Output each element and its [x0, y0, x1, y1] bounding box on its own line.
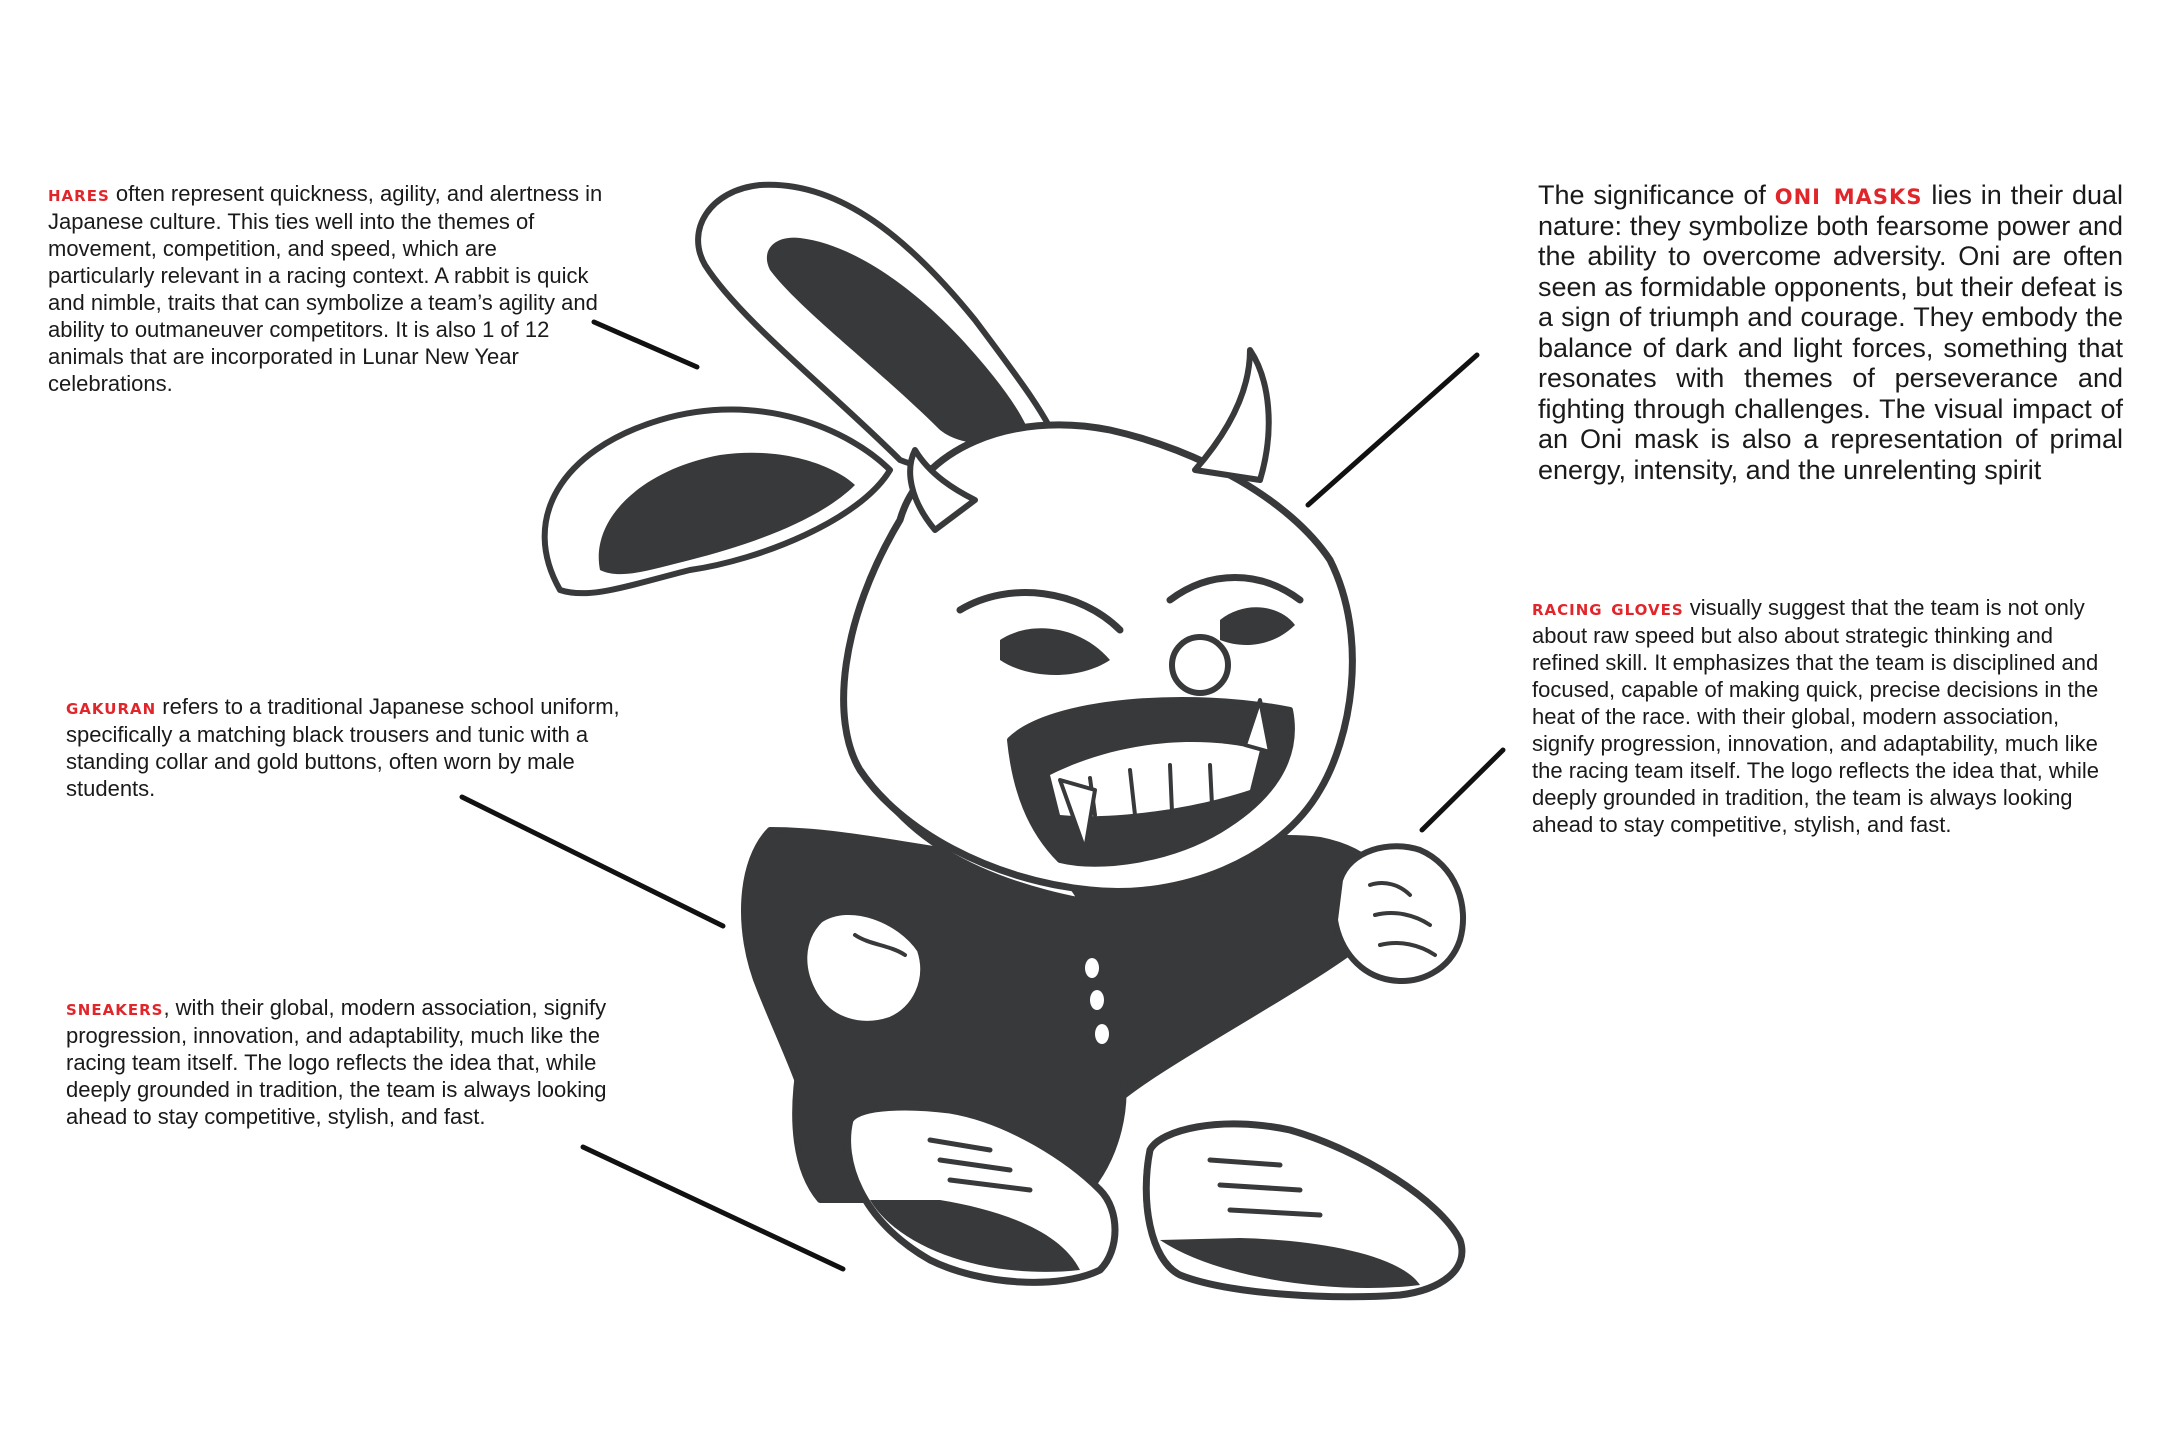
sneakers-description: , with their global, modern association, signify progression, innovation, and adaptability, much like the racing team itself. The logo reflects the idea that, while deeply grounded in tradition, the team is always looking ahead to stay competitive, stylish, and fast.	[66, 995, 607, 1129]
racing-gloves-keyword: racing gloves	[1532, 596, 1684, 621]
sneakers-annotation	[66, 994, 646, 1130]
oni-masks-keyword: oni masks	[1774, 177, 1923, 212]
racing-gloves-leader-line	[1422, 750, 1503, 830]
gakuran-keyword: gakuran	[66, 695, 157, 720]
oni-masks-prefix: The significance of	[1538, 180, 1775, 210]
gakuran-leader-line	[462, 797, 723, 926]
oni-masks-annotation	[1538, 177, 2124, 485]
oni-masks-description: lies in their dual nature: they symbolize both fearsome power and the ability to overcome adversity. Oni are often seen as formidable opponents, but their defeat is a sign of triumph and courage. They embody the balance of dark and light forces, something that resonates with themes of perseverance and fighting through challenges. The visual impact of an Oni mask is also a representation of primal energy, intensity, and the unrelenting spirit	[1538, 180, 2124, 485]
racing-gloves-description: visually suggest that the team is not only about raw speed but also about strategic thinking and refined skill. It emphasizes that the team is disciplined and focused, capable of making quick, precise decisions in the heat of the race. with their global, modern association, signify progression, innovation, and adaptability, much like the racing team itself. The logo reflects the idea that, while deeply grounded in tradition, the team is always looking ahead to stay competitive, stylish, and fast.	[1532, 595, 2100, 837]
hares-leader-line	[594, 322, 697, 367]
sneakers-leader-line	[583, 1147, 843, 1269]
hares-keyword: hares	[48, 182, 110, 207]
oni-masks-leader-line	[1308, 355, 1477, 505]
gakuran-annotation	[66, 693, 646, 802]
hares-annotation	[48, 180, 608, 397]
hares-description: often represent quickness, agility, and alertness in Japanese culture. This ties well into the themes of movement, competition, and speed, which are particularly relevant in a racing context. A rabbit is quick and nimble, traits that can symbolize a team’s agility and ability to outmaneuver competitors. It is also 1 of 12 animals that are incorporated in Lunar New Year celebrations.	[48, 181, 603, 396]
gakuran-description: refers to a traditional Japanese school uniform, specifically a matching black trousers and tunic with a standing collar and gold buttons, often worn by male students.	[66, 694, 620, 801]
sneakers-keyword: sneakers	[66, 996, 164, 1021]
racing-gloves-annotation	[1532, 594, 2112, 838]
